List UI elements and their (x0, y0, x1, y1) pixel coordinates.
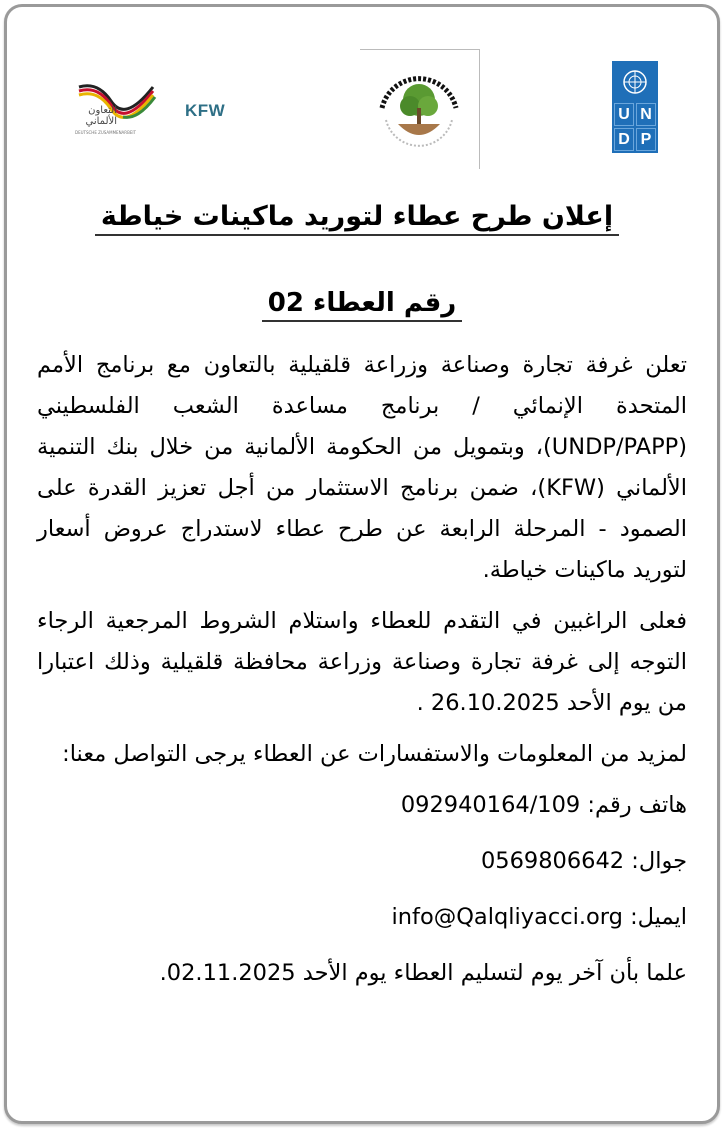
email-address[interactable]: info@Qalqliyacci.org (391, 904, 623, 930)
announcement-title (77, 197, 637, 237)
chamber-tree-emblem-icon (360, 50, 478, 168)
tender-number (7, 283, 717, 323)
german-cooperation-caption: التعاون الألماني (85, 105, 117, 127)
phone-line (37, 785, 687, 825)
logo-bar (7, 7, 717, 177)
undp-letter-d: D (614, 128, 634, 151)
email-label: ايميل: (630, 904, 687, 930)
undp-letter-u: U (614, 103, 634, 126)
phone-number: 092940164/109 (400, 792, 581, 818)
contact-intro-paragraph: لمزيد من المعلومات والاستفسارات عن العطاء يرجى التواصل معنا: (62, 741, 687, 767)
mobile-label: جوال: (631, 848, 687, 874)
deadline-note: علما بأن آخر يوم لتسليم العطاء يوم الأحد 02.11.2025. (159, 960, 687, 986)
mobile-line (37, 841, 687, 881)
announcement-body (37, 345, 687, 1009)
german-cooperation-subcaption: DEUTSCHE ZUSAMMENARBEIT (75, 130, 136, 135)
mobile-number: 0569806642 (480, 848, 625, 874)
un-globe-icon (614, 63, 656, 101)
chamber-logo (360, 49, 480, 169)
phone-label: هاتف رقم: (587, 792, 687, 818)
application-paragraph: فعلى الراغبين في التقدم للعطاء واستلام الشروط المرجعية الرجاء التوجه إلى غرفة تجارة وصناعة وزراعة محافظة قلقيلية وذلك اعتبارا من يوم الأحد 26.10.2025 . (37, 608, 687, 716)
german-cooperation-logo (71, 79, 171, 139)
tender-number-text: رقم العطاء 02 (262, 288, 462, 322)
intro-paragraph: تعلن غرفة تجارة وصناعة وزراعة قلقيلية بالتعاون مع برنامج الأمم المتحدة الإنمائي / برنامج مساعدة الشعب الفلسطيني (UNDP/PAPP)، وبتمويل من الحكومة الألمانية من خلال بنك التنمية الألماني (KFW)، ضمن برنامج الاستثمار من أجل تعزيز القدرة على الصمود - المرحلة الرابعة عن طرح عطاء لاستدراج عروض أسعار لتوريد ماكينات خياطة. (37, 352, 688, 583)
email-line (37, 897, 687, 937)
undp-letter-n: N (636, 103, 656, 126)
undp-logo (612, 61, 658, 153)
undp-letter-p: P (636, 128, 656, 151)
announcement-title-text: إعلان طرح عطاء لتوريد ماكينات خياطة (95, 201, 619, 236)
announcement-frame (4, 4, 720, 1124)
kfw-logo: KFW (185, 101, 226, 120)
